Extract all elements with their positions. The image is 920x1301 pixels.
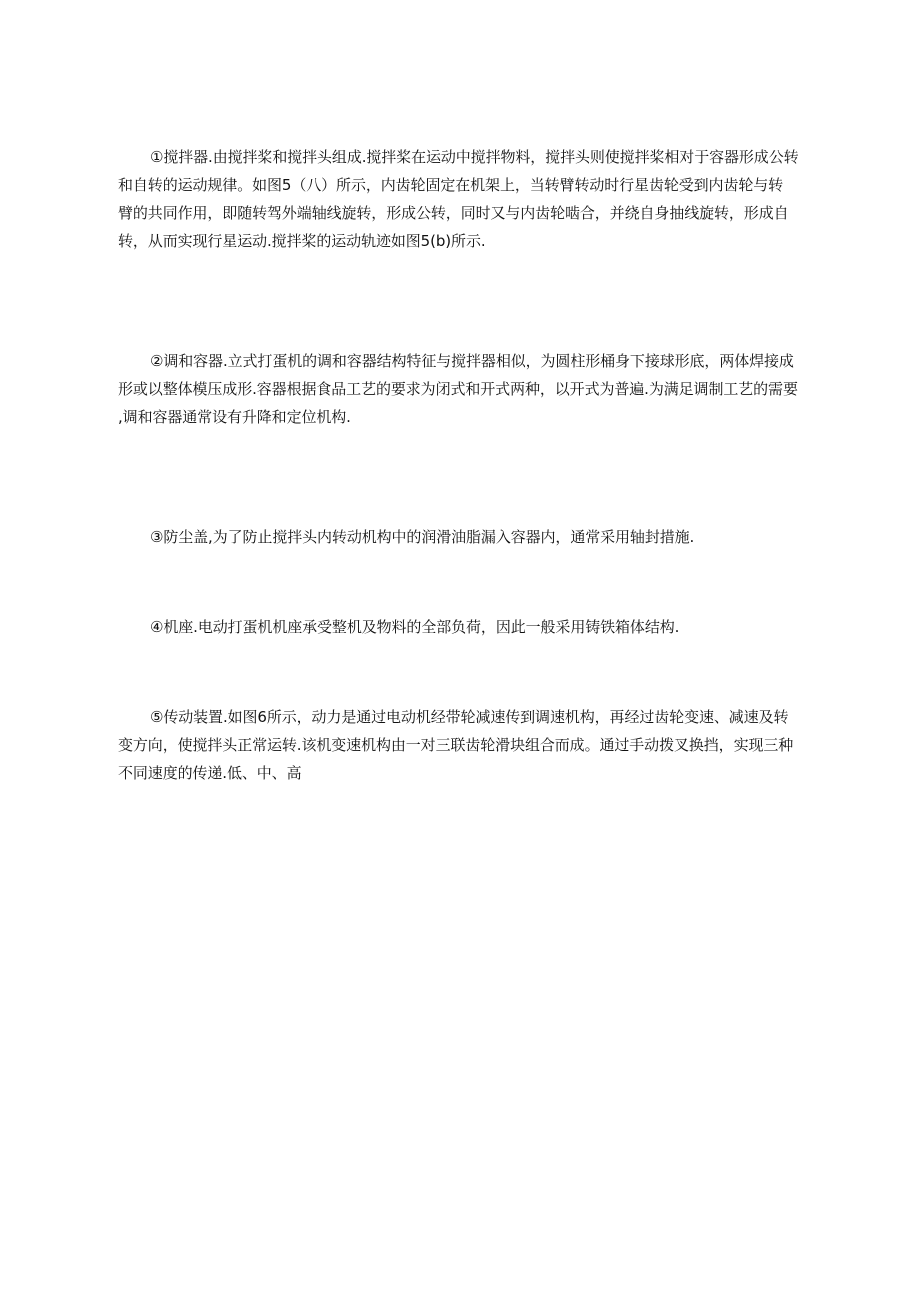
paragraph-stirrer	[118, 143, 824, 255]
text-line: 和自转的运动规律。如图5（八）所示，内齿轮固定在机架上，当转臂转动时行星齿轮受到内齿轮与转	[118, 176, 784, 194]
text-line: ④机座.电动打蛋机机座承受整机及物料的全部负荷，因此一般采用铸铁箱体结构.	[150, 618, 680, 636]
text-line: ⑤传动装置.如图6所示，动力是通过电动机经带轮减速传到调速机构，再经过齿轮变速、减速及转	[150, 708, 789, 726]
paragraph-transmission	[118, 703, 824, 787]
text-line: ,调和容器通常设有升降和定位机构.	[118, 408, 351, 426]
text-line: ①搅拌器.由搅拌桨和搅拌头组成.搅拌桨在运动中搅拌物料，搅拌头则使搅拌桨相对于容器形成公转	[150, 148, 799, 166]
text-line: ②调和容器.立式打蛋机的调和容器结构特征与搅拌器相似，为圆柱形桶身下接球形底，两体焊接成	[150, 352, 794, 370]
text-line: 臂的共同作用，即随转驾外端轴线旋转，形成公转，同时又与内齿轮啮合，并绕自身抽线旋转，形成自	[118, 204, 789, 222]
text-line: 形或以整体模压成形.容器根据食品工艺的要求为闭式和开式两种，以开式为普遍.为满足调制工艺的需要	[118, 380, 798, 398]
paragraph-dust-cover	[118, 523, 824, 551]
text-line: 不同速度的传递.低、中、高	[118, 764, 302, 782]
text-line: 变方向，使搅拌头正常运转.该机变速机构由一对三联齿轮滑块组合而成。通过手动拨叉换挡，实现三种	[118, 736, 794, 754]
paragraph-container	[118, 347, 824, 431]
text-line: ③防尘盖,为了防止搅拌头内转动机构中的润滑油脂漏入容器内，通常采用轴封措施.	[150, 528, 695, 546]
document-body	[118, 143, 824, 787]
text-line: 转，从而实现行星运动.搅拌桨的运动轨迹如图5(b)所示.	[118, 232, 486, 250]
paragraph-base	[118, 613, 824, 641]
